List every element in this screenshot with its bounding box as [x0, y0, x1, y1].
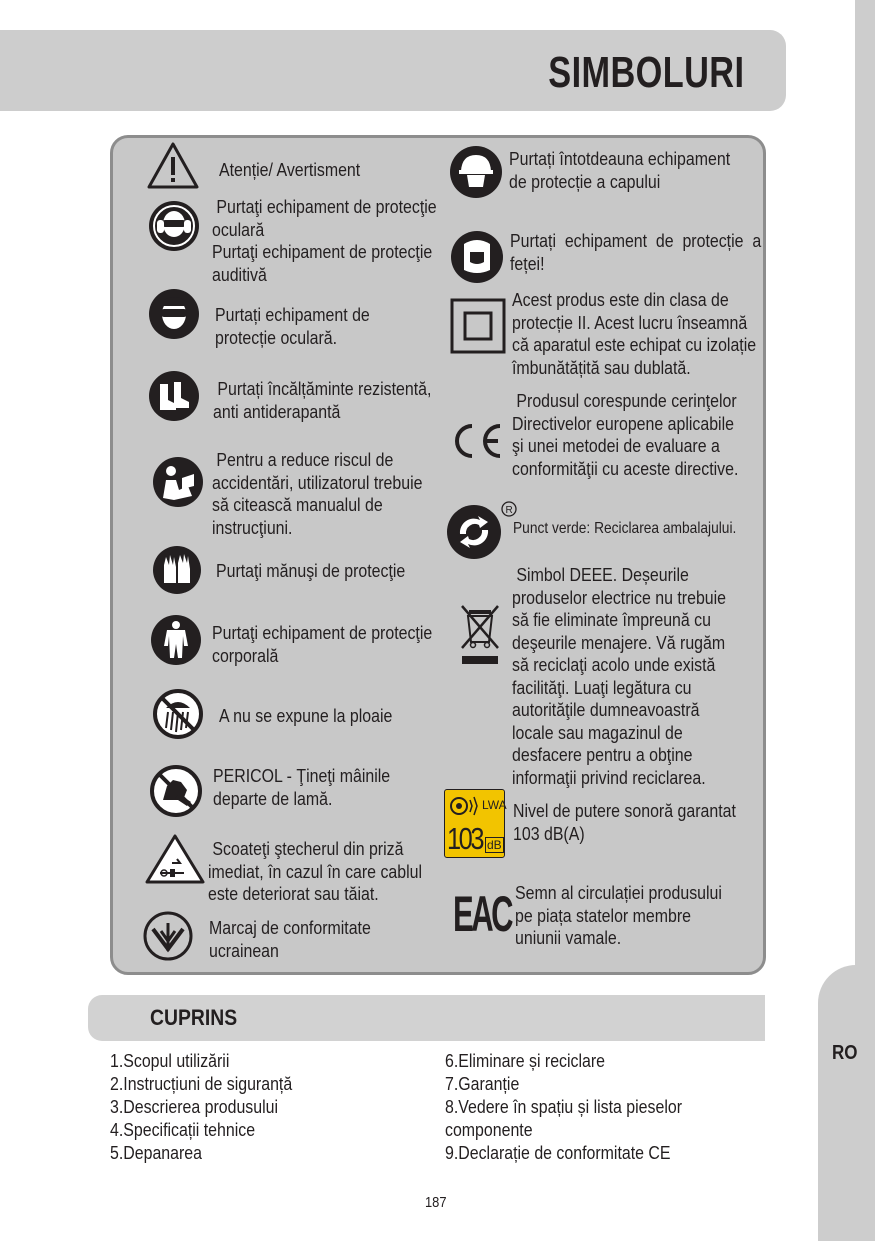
sound-badge-value: 103: [447, 821, 483, 856]
symbol-text-body: Purtaţi echipament de protecţie corporală: [212, 622, 433, 666]
safety-boots-icon: [148, 370, 200, 422]
sound-badge-label: LWA: [482, 798, 507, 812]
contents-column-2: [445, 1049, 682, 1164]
eye-protection-icon: [148, 288, 200, 340]
sound-badge-unit: dB: [487, 838, 502, 852]
symbol-text-ukraine: Marcaj de conformitate ucrainean: [209, 917, 371, 961]
contents-item: 9.Declarație de conformitate CE: [445, 1142, 671, 1163]
ce-mark-icon: [448, 420, 506, 462]
eac-mark-icon: EAC: [453, 886, 512, 942]
language-tab: [818, 965, 875, 1241]
green-dot-icon: [444, 500, 520, 560]
page-number: 187: [425, 1194, 447, 1211]
body-protection-icon: [150, 614, 202, 666]
contents-item: 5.Depanarea: [110, 1142, 203, 1163]
symbol-text-weee: Simbol DEEE. Deșeurile produselor electrice nu trebuie să fie eliminate împreună cu deşeurile menajere. Vă rugăm să reciclaţi acolo unde există facilităţi. Luaţi legătura cu autorităţile dumneavoastră locale sau magazinul de desfacere pentru a obţine informaţii privind reciclarea.: [512, 564, 727, 788]
symbol-text-manual: Pentru a reduce riscul de accidentări, utilizatorul trebuie să citească manualul de instrucţiuni.: [212, 449, 423, 538]
symbol-text-face: Purtați echipament de protecție a feței!: [510, 230, 762, 274]
contents-item: 7.Garanție: [445, 1073, 520, 1094]
contents-item: 8.Vedere în spațiu și lista pieselor: [445, 1096, 683, 1117]
head-protection-icon: [449, 145, 503, 199]
read-manual-icon: [152, 456, 204, 508]
symbol-text-class2: Acest produs este din clasa de protecție II. Acest lucru înseamnă că aparatul este echipat cu izolație îmbunătățită sau dublată.: [512, 289, 757, 378]
header-bar: [0, 30, 786, 111]
symbol-text-head: Purtați întotdeauna echipament de protecție a capului: [509, 148, 731, 192]
contents-item: 1.Scopul utilizării: [110, 1050, 230, 1071]
symbol-text-boots: Purtați încălțăminte rezistentă, anti antiderapantă: [213, 378, 432, 422]
symbol-text-ce: Produsul corespunde cerinţelor Directivelor europene aplicabile şi unei metodei de evaluare a conformităţii cu aceste directive.: [512, 390, 739, 479]
contents-title: CUPRINS: [150, 1005, 238, 1030]
symbol-text-rain: A nu se expune la ploaie: [219, 705, 393, 726]
ukrainian-conformity-icon: [141, 909, 195, 963]
symbol-text-eac: Semn al circulației produsului pe piața statelor membre uniunii vamale.: [515, 882, 722, 948]
contents-item: 6.Eliminare și reciclare: [445, 1050, 606, 1071]
symbol-text-unplug: Scoateţi ştecherul din priză imediat, în cazul în care cablul este deteriorat sau tăiat.: [208, 838, 423, 904]
goggles-ear-protection-icon: [148, 200, 200, 252]
contents-item: 3.Descrierea produsului: [110, 1096, 279, 1117]
symbol-text-warning: Atenție/ Avertisment: [219, 159, 361, 180]
symbol-text-green-dot: Punct verde: Reciclarea ambalajului.: [513, 520, 737, 537]
contents-item: componente: [445, 1119, 533, 1140]
keep-hands-away-icon: [149, 764, 203, 818]
symbol-text-hands: PERICOL - Ţineţi mâinile departe de lamă.: [213, 765, 391, 809]
page-title: SIMBOLURI: [547, 48, 744, 97]
symbol-text-gloves: Purtaţi mănuşi de protecţie: [216, 560, 406, 581]
language-code: RO: [832, 1042, 858, 1064]
double-insulation-icon: [449, 297, 507, 355]
face-shield-icon: [450, 230, 504, 284]
no-rain-icon: [152, 688, 204, 740]
contents-bar: [88, 995, 765, 1041]
warning-triangle-icon: [146, 141, 200, 191]
contents-item: 2.Instrucțiuni de siguranță: [110, 1073, 293, 1094]
symbol-text-eye: Purtați echipament de protecție oculară.: [215, 304, 370, 348]
symbol-text-sound: Nivel de putere sonoră garantat 103 dB(A): [513, 800, 736, 844]
unplug-cable-icon: [144, 833, 206, 885]
symbol-text-eye-ear: Purtaţi echipament de protecţie oculară Purtaţi echipament de protecţie auditivă: [212, 196, 437, 285]
gloves-icon: [152, 545, 202, 595]
svg-text:R: R: [505, 505, 513, 516]
sound-power-icon: [444, 789, 505, 858]
contents-item: 4.Specificații tehnice: [110, 1119, 256, 1140]
contents-column-1: [110, 1049, 292, 1164]
weee-bin-icon: [456, 602, 504, 666]
